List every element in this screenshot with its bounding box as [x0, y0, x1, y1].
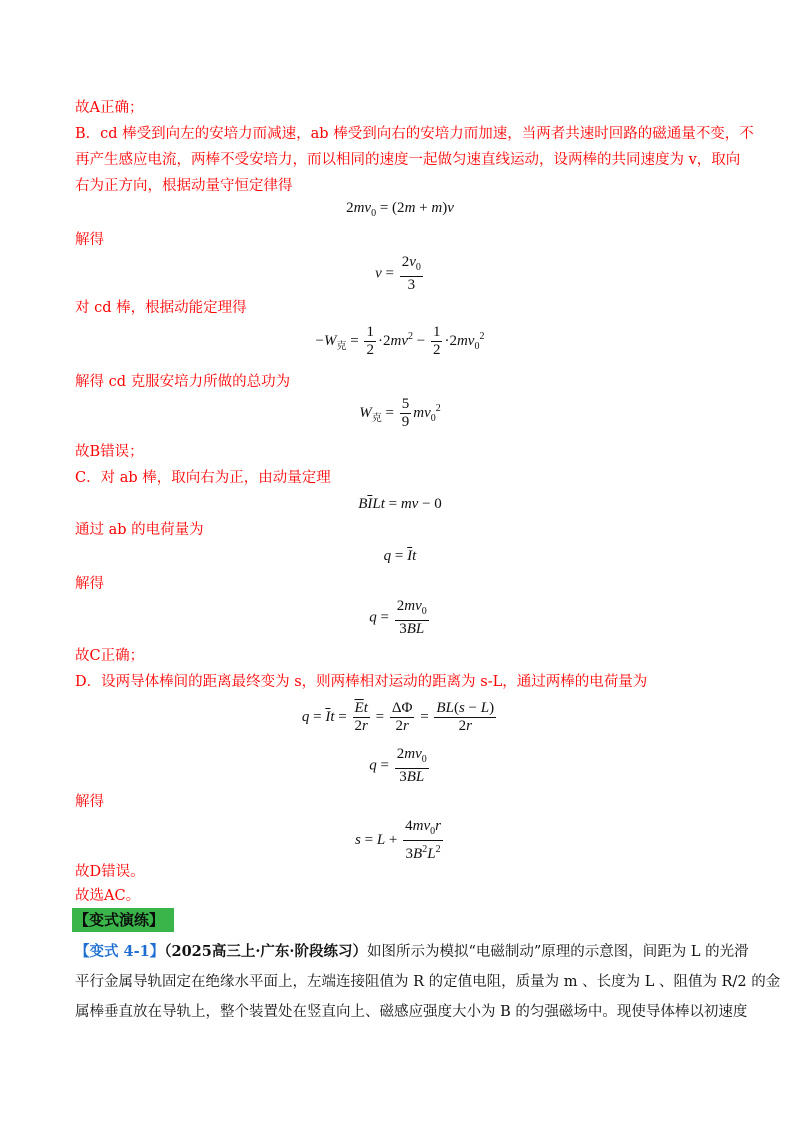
equation-energy: $-W_克$ = $\frac{1}{2}$ $\cdot 2mv^2$ − $\frac{1}{2}$ $\cdot 2mv_0^2$ — [315, 324, 485, 358]
equation-charge-result: q = $\frac{2mv_0}{3BL}$ — [369, 598, 427, 637]
variant-text-1: 如图所示为模拟“电磁制动”原理的示意图，间距为 L 的光滑 — [366, 944, 749, 960]
line-b-3: 右为正方向，根据动量守恒定律得 — [75, 178, 293, 194]
line-cd-work: 解得 cd 克服安培力所做的总功为 — [75, 374, 291, 390]
equation-velocity: v = $\frac{2v_0}{3}$ — [375, 254, 421, 293]
section-banner: 【变式演练】 — [72, 908, 174, 932]
line-b-1: B．cd 棒受到向左的安培力而减速，ab 棒受到向右的安培力而加速，当两者共速时回路的磁通量不变，不 — [75, 126, 754, 142]
variant-source: （2025高三上·广东·阶段练习） — [164, 943, 367, 960]
variant-line-3: 属棒垂直放在导轨上，整个装置处在竖直向上、磁感应强度大小为 B 的匀强磁场中。现使导体棒以初速度 — [75, 1004, 748, 1020]
variant-line-1 — [75, 942, 749, 962]
line-solve-1: 解得 — [75, 232, 104, 248]
line-d-1: D．设两导体棒间的距离最终变为 s，则两棒相对运动的距离为 s-L，通过两棒的电荷量为 — [75, 674, 648, 690]
equation-charge: $q = \overline{I}t$ — [383, 548, 417, 564]
equation-work: $W_克$ = $\frac{5}{9}$ $mv_0^2$ — [359, 396, 441, 430]
line-charge-ab: 通过 ab 的电荷量为 — [75, 522, 204, 538]
line-solve-3: 解得 — [75, 794, 104, 810]
line-b-wrong: 故B错误； — [75, 444, 144, 460]
equation-momentum: $2mv_0 = (2m + m)v$ — [346, 200, 454, 219]
line-c-correct: 故C正确； — [75, 648, 145, 664]
line-choose: 故选AC。 — [75, 888, 141, 904]
equation-charge-chain: $q = \overline{I}t$ = $\frac{\overline{E}t}{2r}$ = $\frac{\Delta\Phi}{2r}$ = $\frac{BL(s - L)}{2r}$ — [301, 700, 495, 734]
equation-charge-repeat: q = $\frac{2mv_0}{3BL}$ — [369, 746, 427, 785]
line-d-wrong: 故D错误。 — [75, 864, 145, 880]
variant-tag: 【变式 4-1】 — [75, 943, 165, 960]
variant-line-2: 平行金属导轨固定在绝缘水平面上，左端连接阻值为 R 的定值电阻，质量为 m 、长度为 L 、阻值为 R/2 的金 — [75, 974, 781, 990]
line-c-1: C．对 ab 棒，取向右为正，由动量定理 — [75, 470, 331, 486]
equation-distance: s = L + $\frac{4mv_0r}{3B^2L^2}$ — [355, 818, 441, 862]
line-solve-2: 解得 — [75, 576, 104, 592]
line-b-2: 再产生感应电流，两棒不受安培力，而以相同的速度一起做匀速直线运动，设两棒的共同速度为 v，取向 — [75, 152, 741, 168]
equation-impulse: $B\overline{I}Lt$ = mv − 0 — [358, 496, 442, 512]
line-a-correct: 故A正确； — [75, 100, 144, 116]
line-cd-theorem: 对 cd 棒，根据动能定理得 — [75, 300, 247, 316]
